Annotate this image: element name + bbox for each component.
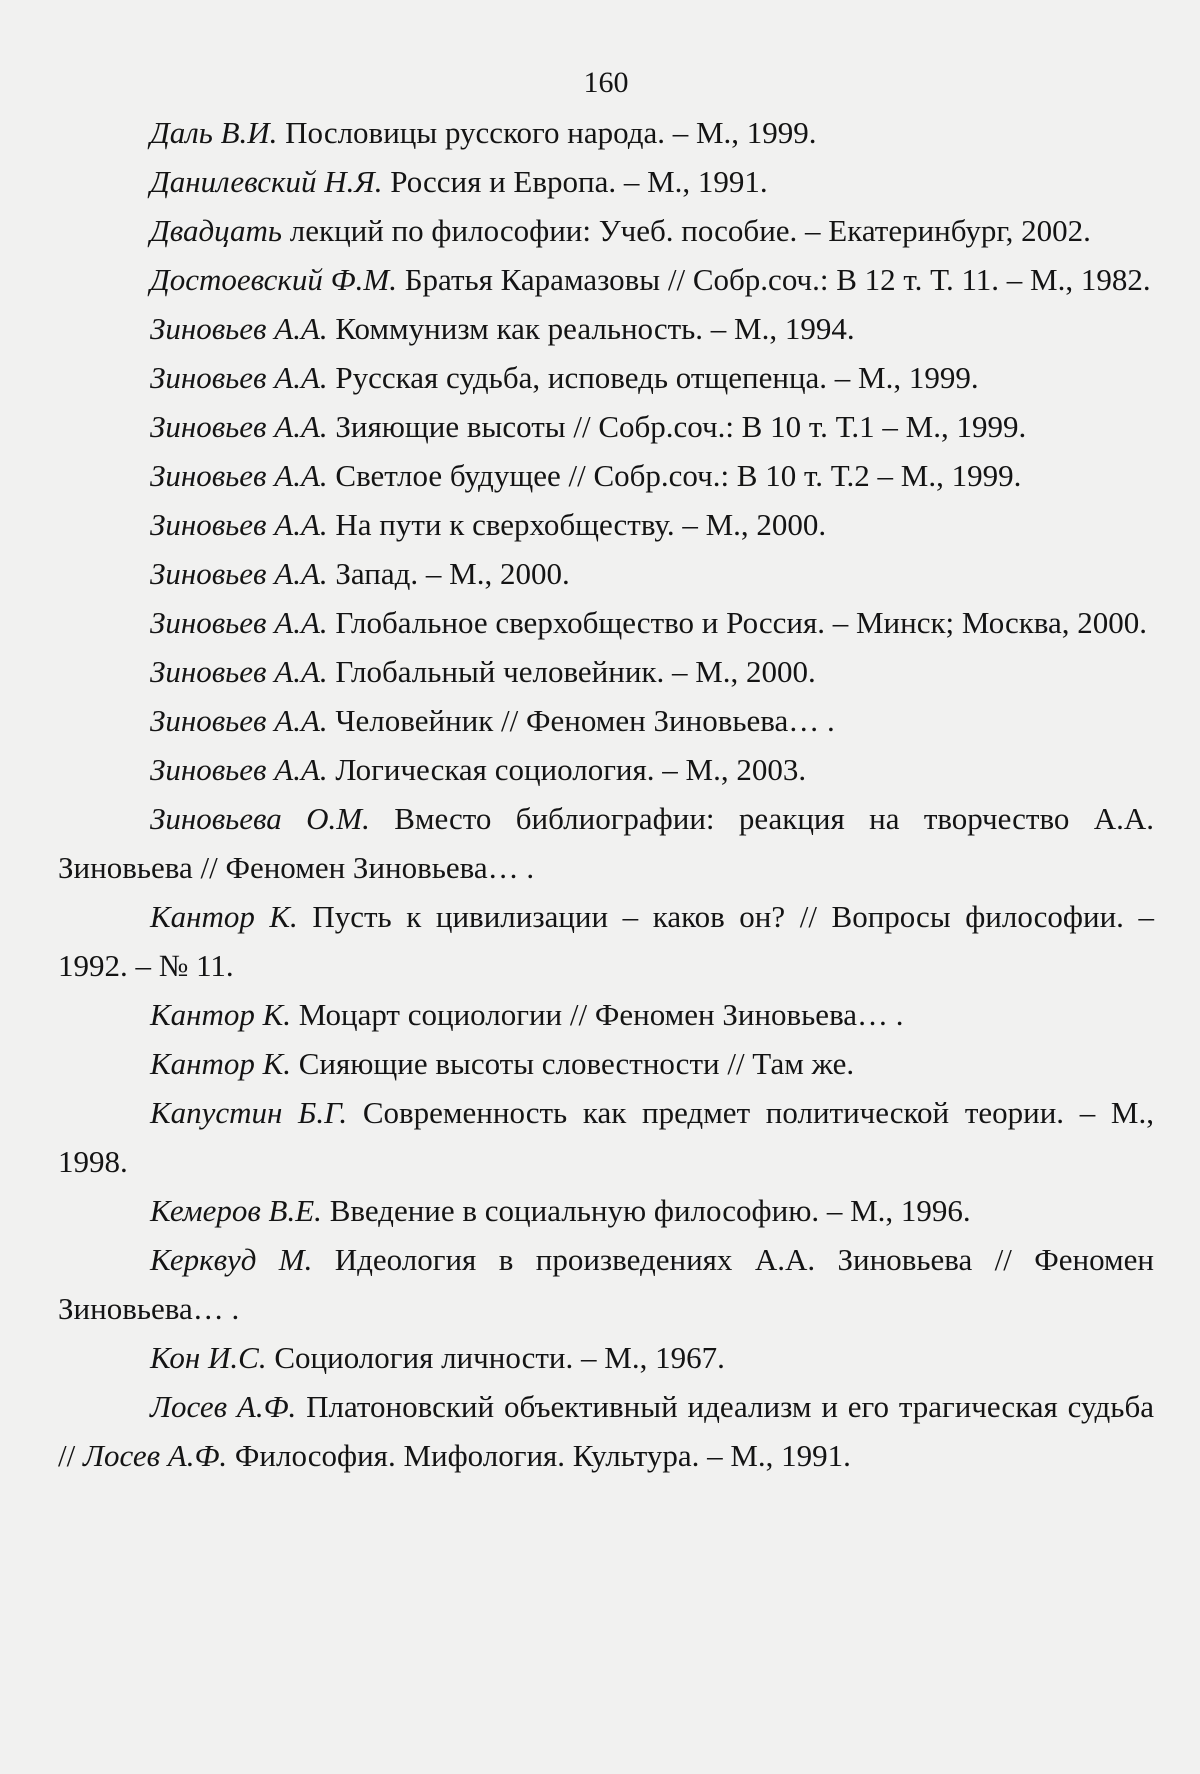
entry-text: Пусть к цивилизации – каков он? // Вопросы философии. – 1992. – № 11. [58, 899, 1154, 983]
entry-author: Двадцать [150, 213, 283, 248]
entry-author: Кемеров В.Е. [150, 1193, 322, 1228]
entry-author: Кантор К. [150, 997, 291, 1032]
entry-author: Достоевский Ф.М. [150, 262, 397, 297]
entry-text: На пути к сверхобществу. – М., 2000. [327, 507, 827, 542]
entry-author: Капустин Б.Г. [150, 1095, 348, 1130]
entry-author: Кантор К. [150, 1046, 291, 1081]
entry-text: Пословицы русского народа. – М., 1999. [277, 115, 817, 150]
entry-author: Зиновьев А.А. [150, 311, 328, 346]
entry-text: Социология личности. – М., 1967. [266, 1340, 725, 1375]
bibliography-entry [58, 1333, 1154, 1382]
entry-text: Платоновский объективный идеализм и его трагическая судьба // [58, 1389, 1154, 1473]
entry-author: Зиновьев А.А. [150, 409, 328, 444]
bibliography-entry [58, 353, 1154, 402]
entry-text: Моцарт социологии // Феномен Зиновьева… . [290, 997, 904, 1032]
bibliography-entry [58, 892, 1154, 990]
bibliography-entry [58, 598, 1154, 647]
entry-text: Введение в социальную философию. – М., 1996. [321, 1193, 971, 1228]
page-number: 160 [583, 66, 629, 99]
bibliography-entry [58, 745, 1154, 794]
bibliography-entry [58, 1039, 1154, 1088]
entry-author: Зиновьев А.А. [150, 752, 328, 787]
entry-text: Человейник // Феномен Зиновьева… . [327, 703, 835, 738]
entry-author: Керквуд М. [150, 1242, 313, 1277]
entry-text: Вместо библиографии: реакция на творчество А.А. Зиновьева // Феномен Зиновьева… . [58, 801, 1154, 885]
entry-author: Зиновьева О.М. [150, 801, 370, 836]
entry-author: Даль В.И. [150, 115, 278, 150]
bibliography-entry [58, 157, 1154, 206]
bibliography-entry [58, 108, 1154, 157]
bibliography-entry [58, 255, 1154, 304]
bibliography-entry [58, 549, 1154, 598]
entry-text: Современность как предмет политической теории. – М., 1998. [58, 1095, 1154, 1179]
entry-author: Зиновьев А.А. [150, 507, 328, 542]
entry-text: Россия и Европа. – М., 1991. [382, 164, 768, 199]
bibliography-entry [58, 1088, 1154, 1186]
bibliography-list [58, 108, 1154, 1480]
bibliography-entry [58, 206, 1154, 255]
entry-author: Зиновьев А.А. [150, 360, 328, 395]
bibliography-entry [58, 500, 1154, 549]
entry-text: Зияющие высоты // Собр.соч.: В 10 т. Т.1 – М., 1999. [327, 409, 1027, 444]
entry-author: Данилевский Н.Я. [150, 164, 383, 199]
entry-author: Кантор К. [150, 899, 298, 934]
entry-author: Зиновьев А.А. [150, 605, 328, 640]
entry-text: Глобальный человейник. – М., 2000. [327, 654, 816, 689]
entry-text: Русская судьба, исповедь отщепенца. – М., 1999. [327, 360, 979, 395]
entry-text: Светлое будущее // Собр.соч.: В 10 т. Т.2 – М., 1999. [327, 458, 1022, 493]
entry-author-second: Лосев А.Ф. [82, 1438, 228, 1473]
entry-author: Зиновьев А.А. [150, 556, 328, 591]
entry-author: Зиновьев А.А. [150, 703, 328, 738]
entry-author: Зиновьев А.А. [150, 458, 328, 493]
entry-text: Глобальное сверхобщество и Россия. – Минск; Москва, 2000. [327, 605, 1148, 640]
bibliography-entry [58, 402, 1154, 451]
entry-author: Зиновьев А.А. [150, 654, 328, 689]
bibliography-entry [58, 304, 1154, 353]
bibliography-entry [58, 1382, 1154, 1480]
entry-text-second: Философия. Мифология. Культура. – М., 1991. [227, 1438, 851, 1473]
bibliography-entry [58, 1186, 1154, 1235]
bibliography-entry [58, 990, 1154, 1039]
entry-author: Кон И.С. [150, 1340, 267, 1375]
entry-text: лекций по философии: Учеб. пособие. – Екатеринбург, 2002. [282, 213, 1091, 248]
entry-text: Коммунизм как реальность. – М., 1994. [327, 311, 855, 346]
bibliography-entry [58, 794, 1154, 892]
bibliography-entry [58, 1235, 1154, 1333]
entry-author: Лосев А.Ф. [150, 1389, 297, 1424]
bibliography-entry [58, 647, 1154, 696]
bibliography-entry [58, 451, 1154, 500]
entry-text: Сияющие высоты словестности // Там же. [290, 1046, 855, 1081]
entry-text: Идеология в произведениях А.А. Зиновьева // Феномен Зиновьева… . [58, 1242, 1154, 1326]
entry-text: Запад. – М., 2000. [327, 556, 570, 591]
entry-text: Логическая социология. – М., 2003. [327, 752, 807, 787]
entry-text: Братья Карамазовы // Собр.соч.: В 12 т. Т. 11. – М., 1982. [396, 262, 1151, 297]
bibliography-entry [58, 696, 1154, 745]
